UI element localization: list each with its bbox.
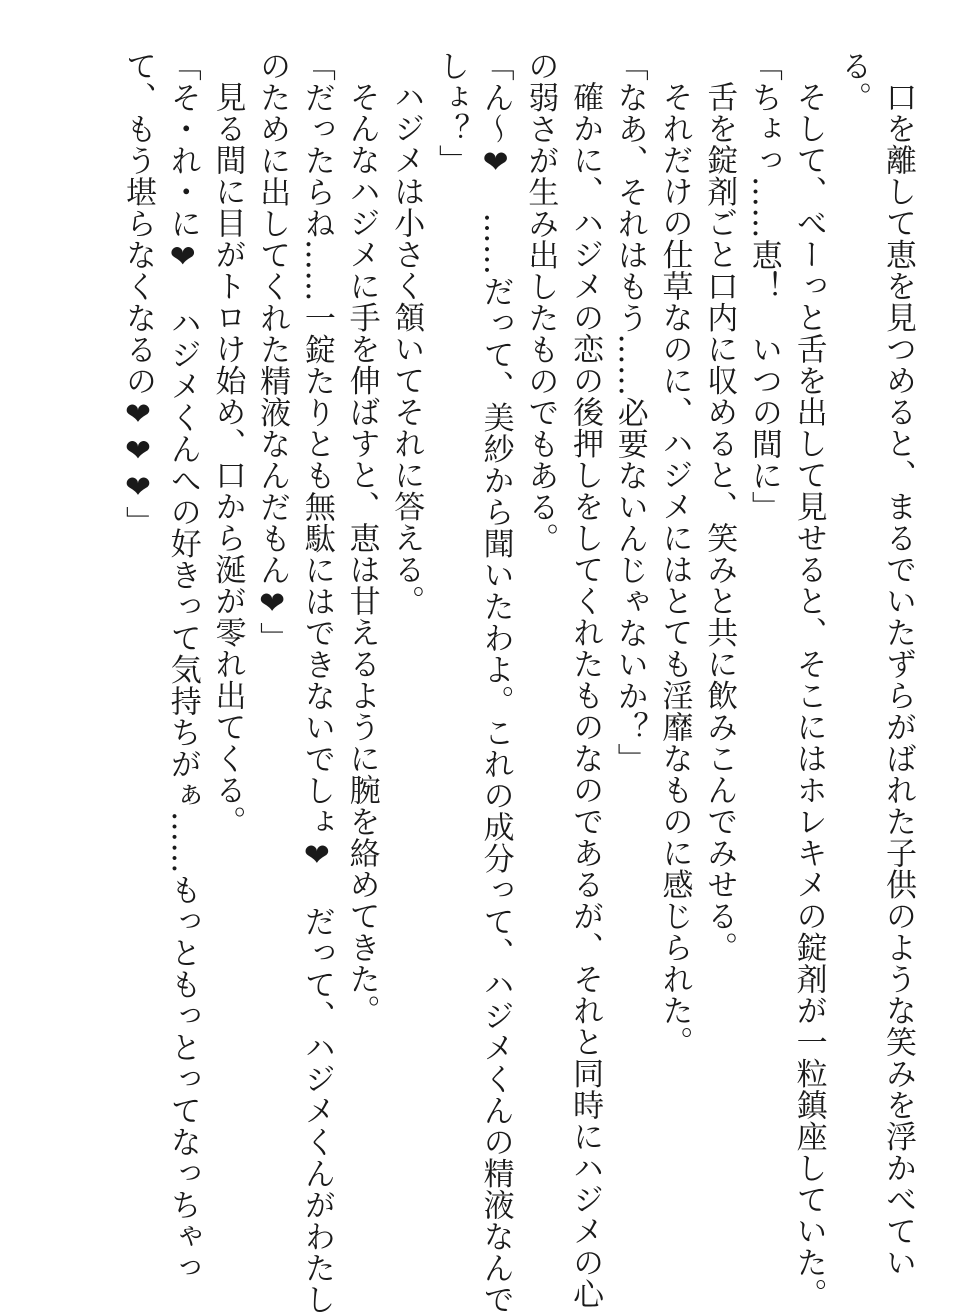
text-line: 確かに、ハジメの恋の後押しをしてくれたものなのであるが、それと同時にハジメの心: [567, 81, 604, 1310]
dialogue-line: 「ん〜❤ ……だって、美紗から聞いたわよ。これの成分って、ハジメくんの精液なんで: [477, 50, 514, 1315]
dialogue-line: 「だったらね……一錠たりとも無駄にはできないでしょ❤ だって、ハジメくんがわたし: [298, 50, 335, 1315]
text-line: 口を離して恵を見つめると、まるでいたずらがばれた子供のような笑みを浮かべてい: [880, 81, 916, 1278]
text-line: それだけの仕草なのに、ハジメにはとても淫靡なものに感じられた。: [656, 81, 693, 1058]
dialogue-line: 「ちょっ……恵！ いつの間に」: [745, 50, 782, 523]
text-line: る。: [835, 50, 872, 113]
text-line: ハジメは小さく頷いてそれに答える。: [388, 81, 425, 617]
text-line: そんなハジメに手を伸ばすと、恵は甘えるように腕を絡めてきた。: [343, 81, 380, 1026]
text-line: 見る間に目がトロけ始め、口から涎が零れ出てくる。: [209, 81, 246, 837]
text-line: の弱さが生み出したものでもある。: [522, 50, 559, 554]
text-line: そして、べーっと舌を出して見せると、そこにはホレキメの錠剤が一粒鎮座していた。: [790, 81, 827, 1310]
text-line: 舌を錠剤ごと口内に収めると、笑みと共に飲みこんでみせる。: [701, 81, 738, 963]
dialogue-line: のために出してくれた精液なんだもん❤」: [254, 50, 291, 654]
dialogue-line: て、もう堪らなくなるの❤❤❤」: [120, 50, 157, 538]
dialogue-line: 「なあ、それはもう……必要ないんじゃないか？」: [611, 50, 648, 775]
novel-page: [40, 50, 920, 1315]
dialogue-line: しょ？」: [432, 50, 469, 176]
dialogue-line: 「そ・れ・に❤ ハジメくんへの好きって気持ちがぁ……もっともっとってなっちゃっ: [164, 50, 201, 1284]
